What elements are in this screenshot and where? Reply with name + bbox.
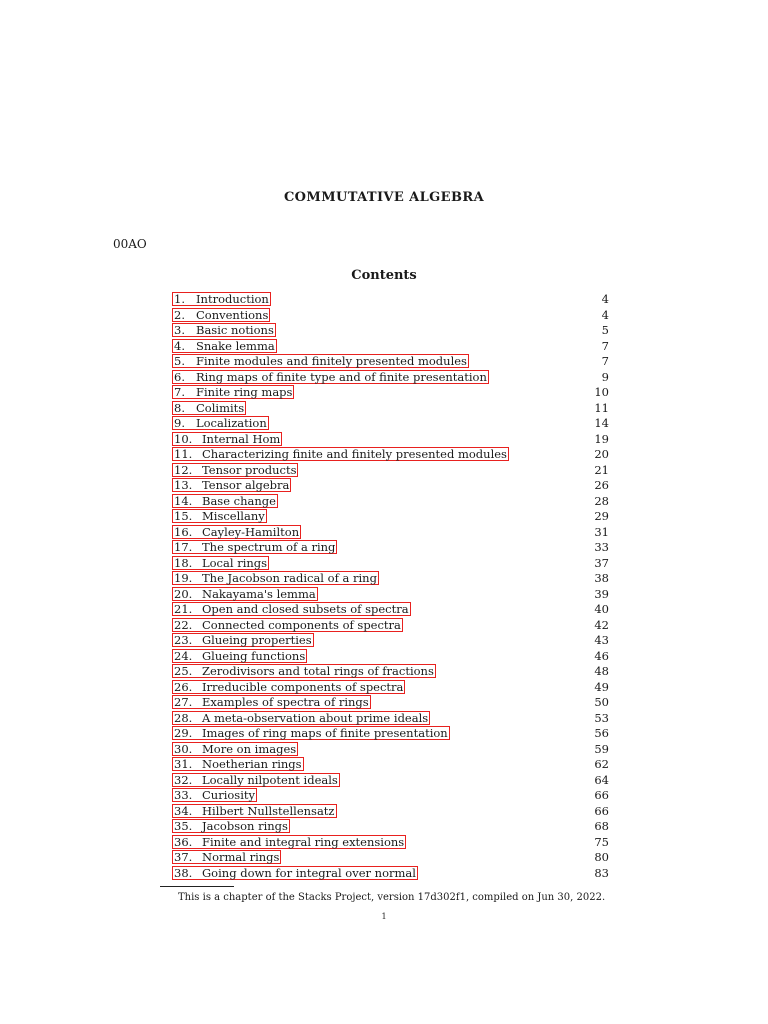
toc-entry bbox=[172, 525, 609, 541]
toc-entry bbox=[172, 726, 609, 742]
toc-page-number: 62 bbox=[594, 757, 609, 771]
toc-link[interactable] bbox=[172, 587, 318, 601]
toc-section-title: The spectrum of a ring bbox=[202, 540, 336, 554]
toc-link[interactable] bbox=[172, 618, 403, 632]
toc-entry bbox=[172, 850, 609, 866]
toc-link[interactable] bbox=[172, 308, 270, 322]
toc-link[interactable] bbox=[172, 757, 304, 771]
toc-entry bbox=[172, 680, 609, 696]
toc-page-number: 56 bbox=[594, 726, 609, 740]
toc-page-number: 53 bbox=[594, 710, 609, 725]
toc-page-number: 11 bbox=[594, 400, 609, 415]
toc-page-number: 7 bbox=[601, 354, 609, 368]
toc-link[interactable] bbox=[172, 323, 276, 337]
toc-section-number: 28. bbox=[174, 710, 193, 725]
toc-link[interactable] bbox=[172, 339, 277, 353]
toc-section-number: 24. bbox=[174, 648, 193, 663]
toc-entry bbox=[172, 757, 609, 773]
toc-page-number: 38 bbox=[594, 571, 609, 585]
toc-section-number: 15. bbox=[174, 509, 193, 523]
toc-section-title: Base change bbox=[202, 493, 276, 508]
toc-section-number: 20. bbox=[174, 586, 193, 601]
toc-entry bbox=[172, 711, 609, 727]
toc-entry bbox=[172, 354, 609, 370]
toc-link[interactable] bbox=[172, 773, 340, 787]
toc-section-number: 38. bbox=[174, 865, 193, 880]
toc-page-number: 39 bbox=[594, 586, 609, 601]
toc-entry bbox=[172, 401, 609, 417]
toc-entry bbox=[172, 478, 609, 494]
toc-link[interactable] bbox=[172, 354, 469, 368]
toc-page-number: 7 bbox=[601, 338, 609, 353]
toc-page-number: 43 bbox=[594, 633, 609, 647]
toc-section-title: Connected components of spectra bbox=[202, 617, 401, 632]
toc-section-number: 12. bbox=[174, 462, 193, 477]
toc-entry bbox=[172, 695, 609, 711]
toc-page-number: 49 bbox=[594, 679, 609, 694]
toc-link[interactable] bbox=[172, 649, 307, 663]
toc-section-title: Colimits bbox=[196, 400, 245, 415]
toc-link[interactable] bbox=[172, 804, 337, 818]
toc-link[interactable] bbox=[172, 711, 430, 725]
toc-link[interactable] bbox=[172, 680, 405, 694]
toc-section-number: 26. bbox=[174, 679, 193, 694]
toc-link[interactable] bbox=[172, 819, 290, 833]
toc-link[interactable] bbox=[172, 664, 436, 678]
toc-page-number: 31 bbox=[594, 524, 609, 539]
toc-page-number: 80 bbox=[594, 850, 609, 864]
toc-section-title: Ring maps of finite type and of finite presentation bbox=[196, 369, 487, 384]
toc-entry bbox=[172, 804, 609, 820]
toc-page-number: 59 bbox=[594, 741, 609, 756]
toc-entry bbox=[172, 509, 609, 525]
toc-link[interactable] bbox=[172, 525, 301, 539]
toc-section-number: 14. bbox=[174, 493, 193, 508]
toc-section-number: 18. bbox=[174, 555, 193, 570]
toc-page-number: 48 bbox=[594, 664, 609, 678]
toc-section-number: 10. bbox=[174, 431, 193, 446]
toc-entry bbox=[172, 866, 609, 882]
toc-section-number: 23. bbox=[174, 633, 193, 647]
toc-section-title: Nakayama's lemma bbox=[202, 586, 316, 601]
contents-heading: Contents bbox=[351, 268, 417, 283]
toc-page-number: 4 bbox=[601, 307, 609, 322]
toc-section-number: 31. bbox=[174, 757, 193, 771]
toc-section-title: Finite ring maps bbox=[196, 385, 293, 399]
toc-entry bbox=[172, 447, 609, 463]
toc-section-number: 7. bbox=[174, 385, 185, 399]
toc-section-title: Basic notions bbox=[196, 323, 274, 337]
toc-entry bbox=[172, 494, 609, 510]
toc-link[interactable] bbox=[172, 571, 379, 585]
toc-page-number: 26 bbox=[594, 478, 609, 492]
toc-entry bbox=[172, 556, 609, 572]
toc-section-number: 2. bbox=[174, 307, 185, 322]
toc-page-number: 42 bbox=[594, 617, 609, 632]
toc-entry bbox=[172, 788, 609, 804]
toc-section-number: 25. bbox=[174, 664, 193, 678]
toc-section-number: 19. bbox=[174, 571, 193, 585]
toc-section-number: 13. bbox=[174, 478, 193, 492]
toc-section-number: 9. bbox=[174, 416, 185, 430]
toc-link[interactable] bbox=[172, 742, 298, 756]
toc-section-number: 34. bbox=[174, 803, 193, 818]
toc-link[interactable] bbox=[172, 447, 509, 461]
toc-entry bbox=[172, 339, 609, 355]
toc-section-title: Snake lemma bbox=[196, 338, 275, 353]
toc-link[interactable] bbox=[172, 432, 282, 446]
toc-link[interactable] bbox=[172, 835, 406, 849]
toc-entry bbox=[172, 618, 609, 634]
toc-entry bbox=[172, 385, 609, 401]
toc-page-number: 68 bbox=[594, 819, 609, 833]
toc-section-title: Conventions bbox=[196, 307, 269, 322]
toc-page-number: 46 bbox=[594, 648, 609, 663]
toc-link[interactable] bbox=[172, 556, 269, 570]
toc-section-number: 1. bbox=[174, 292, 185, 306]
toc-section-title: Locally nilpotent ideals bbox=[202, 772, 338, 787]
toc-page-number: 75 bbox=[594, 834, 609, 849]
toc-section-title: Noetherian rings bbox=[202, 757, 302, 771]
toc-page-number: 4 bbox=[601, 292, 609, 306]
toc-section-title: Tensor algebra bbox=[202, 478, 290, 492]
toc-section-title: Examples of spectra of rings bbox=[202, 695, 369, 709]
toc-section-number: 37. bbox=[174, 850, 193, 864]
toc-section-number: 6. bbox=[174, 369, 185, 384]
page-number: 1 bbox=[381, 912, 387, 921]
toc-section-number: 5. bbox=[174, 354, 185, 368]
toc-entry bbox=[172, 664, 609, 680]
toc-section-title: Hilbert Nullstellensatz bbox=[202, 803, 335, 818]
toc-entry bbox=[172, 835, 609, 851]
toc-section-title: Curiosity bbox=[202, 788, 256, 802]
toc-section-title: Images of ring maps of finite presentation bbox=[202, 726, 448, 740]
table-of-contents bbox=[172, 292, 609, 881]
toc-page-number: 64 bbox=[594, 772, 609, 787]
toc-link[interactable] bbox=[172, 401, 246, 415]
toc-section-title: Characterizing finite and finitely presented modules bbox=[202, 447, 507, 461]
toc-link[interactable] bbox=[172, 478, 291, 492]
toc-link[interactable] bbox=[172, 602, 411, 616]
toc-entry bbox=[172, 587, 609, 603]
toc-link[interactable] bbox=[172, 509, 267, 523]
toc-section-number: 22. bbox=[174, 617, 193, 632]
toc-page-number: 5 bbox=[601, 323, 609, 337]
toc-section-number: 27. bbox=[174, 695, 193, 709]
toc-section-number: 36. bbox=[174, 834, 193, 849]
toc-entry bbox=[172, 463, 609, 479]
toc-section-title: Local rings bbox=[202, 555, 268, 570]
toc-link[interactable] bbox=[172, 463, 298, 477]
toc-section-number: 8. bbox=[174, 400, 185, 415]
toc-page-number: 20 bbox=[594, 447, 609, 461]
toc-section-number: 33. bbox=[174, 788, 193, 802]
toc-entry bbox=[172, 540, 609, 556]
toc-section-title: Tensor products bbox=[202, 462, 297, 477]
toc-page-number: 29 bbox=[594, 509, 609, 523]
toc-section-title: Glueing properties bbox=[202, 633, 312, 647]
toc-section-title: Localization bbox=[196, 416, 267, 430]
tag-label: 00AO bbox=[113, 237, 147, 251]
toc-section-title: Finite and integral ring extensions bbox=[202, 834, 405, 849]
toc-page-number: 9 bbox=[601, 369, 609, 384]
toc-section-title: Jacobson rings bbox=[202, 819, 288, 833]
toc-page-number: 10 bbox=[594, 385, 609, 399]
toc-section-title: The Jacobson radical of a ring bbox=[202, 571, 377, 585]
toc-section-number: 16. bbox=[174, 524, 193, 539]
toc-entry bbox=[172, 308, 609, 324]
toc-link[interactable] bbox=[172, 416, 269, 430]
toc-section-title: More on images bbox=[202, 741, 297, 756]
toc-section-number: 30. bbox=[174, 741, 193, 756]
toc-page-number: 37 bbox=[594, 555, 609, 570]
toc-link[interactable] bbox=[172, 788, 257, 802]
toc-section-title: Internal Hom bbox=[202, 431, 281, 446]
toc-link[interactable] bbox=[172, 540, 337, 554]
toc-section-title: A meta-observation about prime ideals bbox=[202, 710, 429, 725]
footnote-divider bbox=[160, 886, 234, 887]
toc-section-number: 3. bbox=[174, 323, 185, 337]
toc-section-title: Zerodivisors and total rings of fractions bbox=[202, 664, 434, 678]
toc-entry bbox=[172, 773, 609, 789]
toc-section-title: Introduction bbox=[196, 292, 269, 306]
toc-entry bbox=[172, 370, 609, 386]
footnote: This is a chapter of the Stacks Project, version 17d302f1, compiled on Jun 30, 2022. bbox=[178, 892, 606, 903]
toc-entry bbox=[172, 416, 609, 432]
toc-entry bbox=[172, 571, 609, 587]
toc-page-number: 14 bbox=[594, 416, 609, 430]
toc-section-title: Cayley-Hamilton bbox=[202, 524, 300, 539]
toc-page-number: 40 bbox=[594, 602, 609, 616]
toc-section-title: Going down for integral over normal bbox=[202, 865, 416, 880]
toc-entry bbox=[172, 819, 609, 835]
toc-entry bbox=[172, 742, 609, 758]
toc-section-title: Open and closed subsets of spectra bbox=[202, 602, 409, 616]
toc-page-number: 66 bbox=[594, 788, 609, 802]
toc-link[interactable] bbox=[172, 494, 278, 508]
toc-section-number: 4. bbox=[174, 338, 185, 353]
toc-page-number: 28 bbox=[594, 493, 609, 508]
toc-section-title: Glueing functions bbox=[202, 648, 306, 663]
toc-link[interactable] bbox=[172, 633, 314, 647]
toc-section-title: Normal rings bbox=[202, 850, 280, 864]
toc-page-number: 83 bbox=[594, 865, 609, 880]
toc-section-title: Miscellany bbox=[202, 509, 265, 523]
toc-section-number: 17. bbox=[174, 540, 193, 554]
toc-page-number: 21 bbox=[594, 462, 609, 477]
toc-page-number: 19 bbox=[594, 431, 609, 446]
toc-entry bbox=[172, 633, 609, 649]
toc-link[interactable] bbox=[172, 292, 271, 306]
toc-page-number: 66 bbox=[594, 803, 609, 818]
toc-entry bbox=[172, 602, 609, 618]
document-title: COMMUTATIVE ALGEBRA bbox=[283, 190, 485, 205]
toc-entry bbox=[172, 292, 609, 308]
toc-link[interactable] bbox=[172, 850, 281, 864]
toc-entry bbox=[172, 323, 609, 339]
toc-section-title: Finite modules and finitely presented modules bbox=[196, 354, 467, 368]
toc-link[interactable] bbox=[172, 385, 294, 399]
toc-link[interactable] bbox=[172, 695, 371, 709]
toc-entry bbox=[172, 432, 609, 448]
toc-page-number: 33 bbox=[594, 540, 609, 554]
toc-section-number: 32. bbox=[174, 772, 193, 787]
toc-section-number: 35. bbox=[174, 819, 193, 833]
toc-link[interactable] bbox=[172, 370, 489, 384]
toc-section-title: Irreducible components of spectra bbox=[202, 679, 404, 694]
toc-link[interactable] bbox=[172, 726, 450, 740]
toc-section-number: 11. bbox=[174, 447, 193, 461]
toc-entry bbox=[172, 649, 609, 665]
toc-section-number: 21. bbox=[174, 602, 193, 616]
toc-link[interactable] bbox=[172, 866, 418, 880]
toc-section-number: 29. bbox=[174, 726, 193, 740]
toc-page-number: 50 bbox=[594, 695, 609, 709]
